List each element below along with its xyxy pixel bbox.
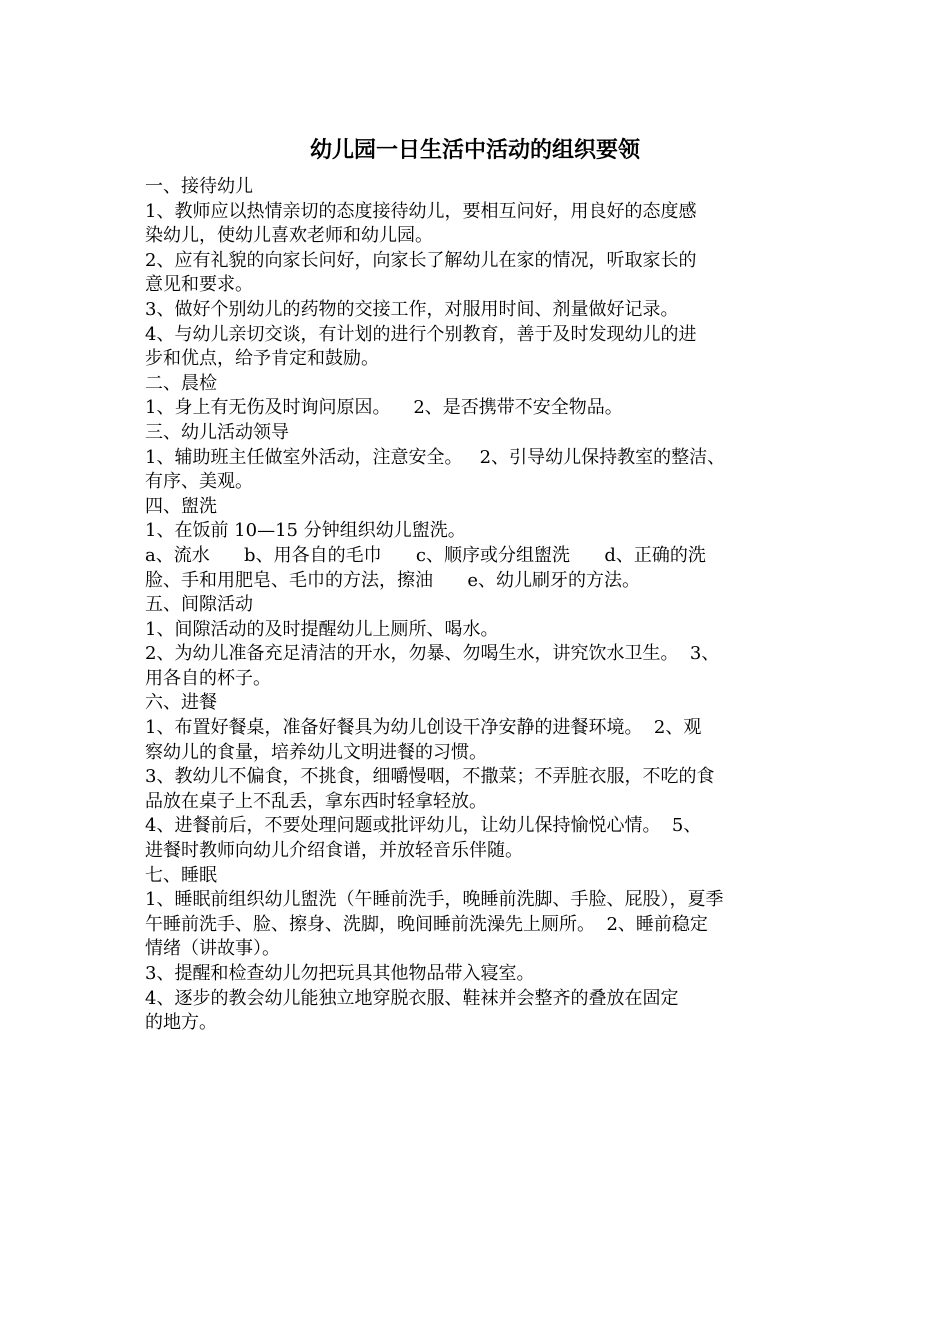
paragraph-line: 染幼儿，使幼儿喜欢老师和幼儿园。 [145,225,433,247]
paragraph-line: 察幼儿的食量，培养幼儿文明进餐的习惯。 [145,741,487,763]
section-heading-washing: 四、盥洗 [145,495,217,517]
paragraph-line: 1、间隙活动的及时提醒幼儿上厕所、喝水。 [145,618,499,640]
paragraph-line: 步和优点，给予肯定和鼓励。 [145,348,379,370]
paragraph-line: 1、辅助班主任做室外活动，注意安全。 2、引导幼儿保持教室的整洁、 [145,446,726,468]
paragraph-line: 1、在饭前 10—15 分钟组织幼儿盥洗。 [145,520,466,542]
paragraph-line: 1、身上有无伤及时询问原因。 2、是否携带不安全物品。 [145,397,623,419]
section-heading-meals: 六、进餐 [145,692,217,714]
paragraph-line: 的地方。 [145,1012,217,1034]
paragraph-line: 脸、手和用肥皂、毛巾的方法，擦油 e、幼儿刷牙的方法。 [145,569,640,591]
paragraph-line: 1、睡眠前组织幼儿盥洗（午睡前洗手，晚睡前洗脚、手脸、屁股），夏季 [145,889,724,911]
paragraph-line: 午睡前洗手、脸、擦身、洗脚，晚间睡前洗澡先上厕所。 2、睡前稳定 [145,913,708,935]
paragraph-line: 4、逐步的教会幼儿能独立地穿脱衣服、鞋袜并会整齐的叠放在固定 [145,987,679,1009]
paragraph-line: 3、提醒和检查幼儿勿把玩具其他物品带入寝室。 [145,963,535,984]
section-heading-activity-guidance: 三、幼儿活动领导 [145,421,289,443]
paragraph-line: 2、为幼儿准备充足清洁的开水，勿暴、勿喝生水，讲究饮水卫生。 3、 [145,643,720,665]
section-heading-morning-check: 二、晨检 [145,372,217,394]
document-body [145,175,825,1036]
paragraph-line: 4、进餐前后，不要处理问题或批评幼儿，让幼儿保持愉悦心情。 5、 [145,815,702,837]
paragraph-line: 1、布置好餐桌，准备好餐具为幼儿创设干净安静的进餐环境。 2、观 [145,717,702,739]
paragraph-line: 3、教幼儿不偏食，不挑食，细嚼慢咽，不撒菜；不弄脏衣服，不吃的食 [145,766,715,788]
paragraph-line: 有序、美观。 [145,471,253,493]
paragraph-line: 2、应有礼貌的向家长问好，向家长了解幼儿在家的情况，听取家长的 [145,249,697,271]
paragraph-line: 进餐时教师向幼儿介绍食谱，并放轻音乐伴随。 [145,840,523,862]
paragraph-line: 1、教师应以热情亲切的态度接待幼儿，要相互问好，用良好的态度感 [145,200,697,222]
paragraph-line: a、流水 b、用各自的毛巾 c、顺序或分组盥洗 d、正确的洗 [145,544,706,566]
document-title: 幼儿园一日生活中活动的组织要领 [309,137,640,163]
section-heading-sleep: 七、睡眠 [145,864,217,886]
paragraph-line: 4、与幼儿亲切交谈，有计划的进行个别教育，善于及时发现幼儿的进 [145,323,697,345]
section-heading-break-activity: 五、间隙活动 [145,594,253,616]
paragraph-line: 意见和要求。 [145,274,253,296]
paragraph-line: 情绪（讲故事）。 [145,938,280,960]
section-heading-reception: 一、接待幼儿 [145,176,253,197]
paragraph-line: 用各自的杯子。 [145,667,271,689]
paragraph-line: 3、做好个别幼儿的药物的交接工作，对服用时间、剂量做好记录。 [145,298,679,320]
paragraph-line: 品放在桌子上不乱丢，拿东西时轻拿轻放。 [145,790,487,812]
